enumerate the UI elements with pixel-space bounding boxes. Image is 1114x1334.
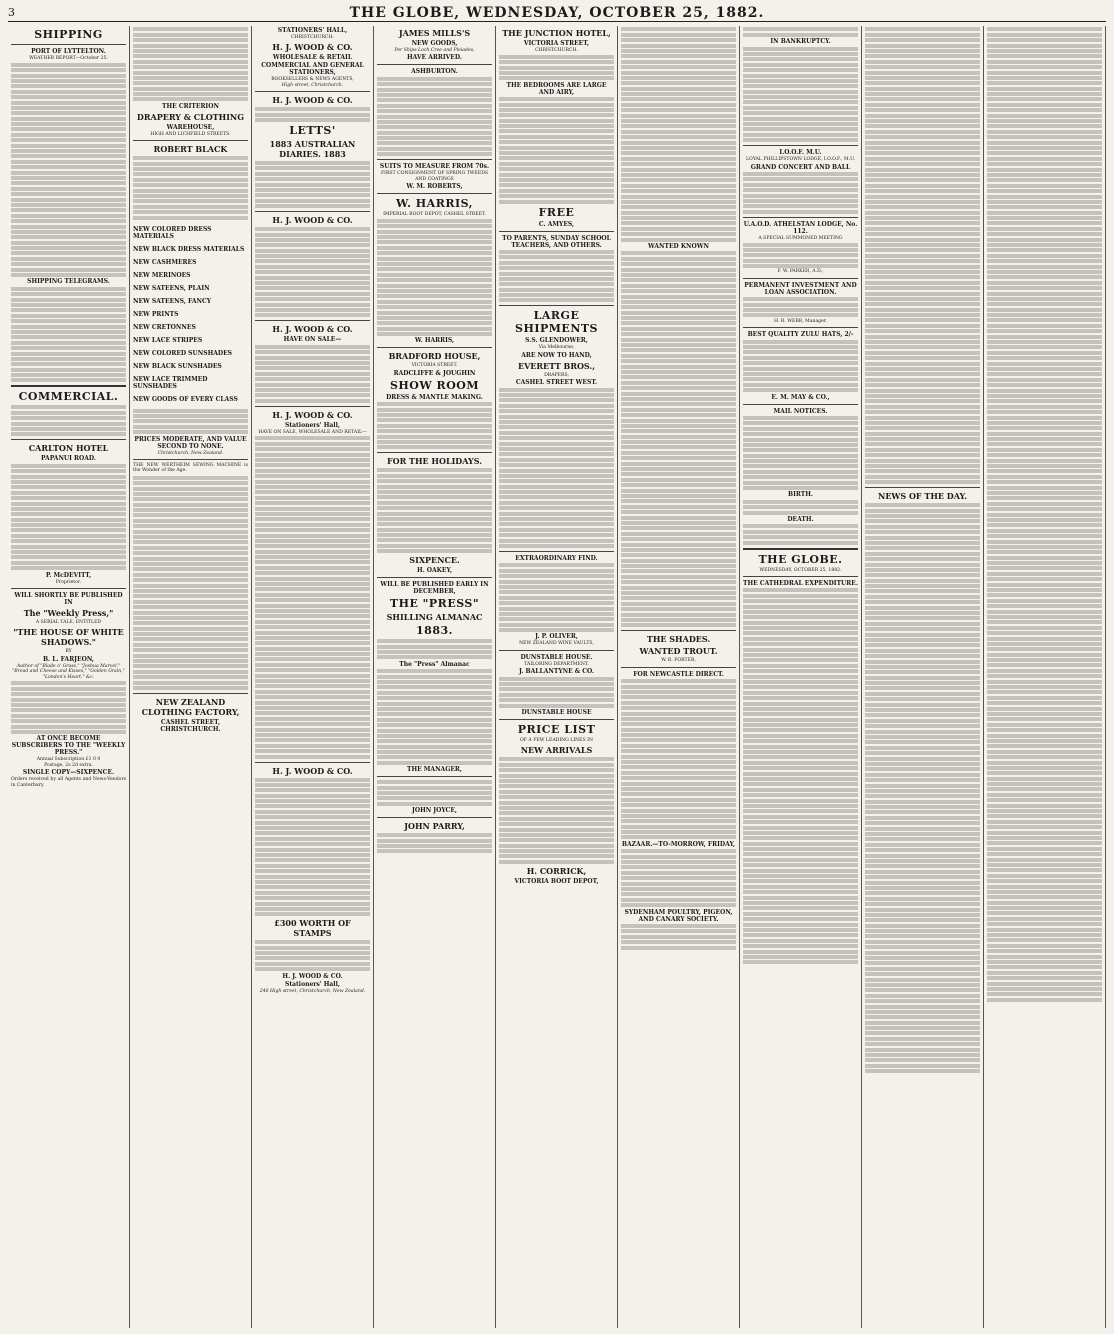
wholesale-label: WHOLESALE & RETAIL <box>272 54 353 62</box>
amyes-name: C. AMYES, <box>538 220 575 228</box>
proprietor-role: Proprietor. <box>55 579 82 585</box>
new-arrivals: NEW ARRIVALS <box>520 745 593 756</box>
wanted-trout: WANTED TROUT. <box>639 646 718 657</box>
postage-note: Postage, 2s 2d extra. <box>44 762 93 768</box>
spring-tweeds: FIRST CONSIGNMENT OF SPRING TWEEDS AND COATINGS <box>380 171 489 182</box>
list-item: NEW MERINOES <box>133 271 191 279</box>
single-copy-price: SINGLE COPY—SIXPENCE. <box>22 769 115 777</box>
almanac-year: 1883. <box>416 624 453 638</box>
author-name: B. L. FARJEON, <box>42 655 95 663</box>
carlton-address: PAPANUI ROAD. <box>40 455 97 463</box>
news-of-the-day: NEWS OF THE DAY. <box>878 491 967 502</box>
dunstable-heading: DUNSTABLE HOUSE. <box>520 653 593 661</box>
parry-heading: JOHN PARRY, <box>404 821 465 832</box>
list-item: NEW SATEENS, PLAIN <box>133 284 210 292</box>
column-4 <box>374 26 496 1328</box>
extraordinary-find: EXTRAORDINARY FIND. <box>515 555 598 562</box>
bradford-heading: BRADFORD HOUSE, <box>388 351 481 362</box>
hj-wood-heading-6: H. J. WOOD & CO. <box>272 765 353 776</box>
clothing-factory: NEW ZEALAND CLOTHING FACTORY, <box>141 696 240 717</box>
by-label: BY <box>65 649 72 655</box>
newspaper-title: THE GLOBE, WEDNESDAY, OCTOBER 25, 1882. <box>349 4 765 21</box>
list-item: NEW LACE TRIMMED SUNSHADES <box>133 375 208 390</box>
athelstan-lodge: U.A.O.D. ATHELSTAN LODGE, No. 112. <box>743 220 858 235</box>
investment-association: PERMANENT INVESTMENT AND LOAN ASSOCIATION. <box>744 281 857 296</box>
list-item: NEW BLACK DRESS MATERIALS <box>133 245 245 253</box>
drapery-lines-list <box>133 226 248 403</box>
list-item: NEW GOODS OF EVERY CLASS <box>133 395 238 403</box>
teachers-heading: TO PARENTS, SUNDAY SCHOOL TEACHERS, AND OTHERS. <box>502 234 611 249</box>
shipping-heading: SHIPPING <box>34 28 103 41</box>
list-item: NEW SATEENS, FANCY <box>133 297 212 305</box>
birth-heading: BIRTH. <box>788 491 813 499</box>
orders-note: Orders received by all Agents and News-Vendors in Canterbury. <box>11 777 126 788</box>
grand-concert: GRAND CONCERT AND BALL <box>750 163 851 171</box>
james-mills-heading: JAMES MILLS'S <box>398 28 471 38</box>
early-december: WILL BE PUBLISHED EARLY IN DECEMBER, <box>380 581 489 596</box>
have-arrived: HAVE ARRIVED. <box>407 54 462 62</box>
ashburton-heading: ASHBURTON. <box>411 68 458 76</box>
city-label: CHRISTCHURCH. <box>291 35 334 40</box>
holidays-heading: FOR THE HOLIDAYS. <box>386 456 483 467</box>
everett-heading: EVERETT BROS., <box>518 360 595 371</box>
radcliffe-heading: RADCLIFFE & JOUGHIN <box>393 369 476 377</box>
dunstable-heading-2: DUNSTABLE HOUSE <box>521 709 592 717</box>
globe-heading: THE GLOBE. <box>758 552 843 566</box>
junction-street: VICTORIA STREET, <box>523 40 590 47</box>
ships-note: Per Ships Loch Cree and Pleiades, <box>394 48 475 53</box>
wine-vaults: NEW ZEALAND WINE VAULTS, <box>519 641 594 647</box>
list-item: NEW COLORED DRESS MATERIALS <box>133 225 212 240</box>
oliver-name: J. P. OLIVER, <box>535 633 578 641</box>
place-note: Christchurch, New Zealand. <box>157 450 224 456</box>
warehouse-label: WAREHOUSE, <box>166 123 215 131</box>
criterion-label: THE CRITERION <box>162 102 219 110</box>
hj-wood-heading-3: H. J. WOOD & CO. <box>272 215 353 226</box>
price-list-heading: PRICE LIST <box>517 723 596 737</box>
large-shipments: LARGE SHIPMENTS <box>515 309 598 336</box>
subscribers-note: AT ONCE BECOME SUBSCRIBERS TO THE "WEEKLY PRESS." <box>11 735 126 757</box>
port-heading: PORT OF LYTTELTON. <box>31 48 106 55</box>
list-item: NEW COLORED SUNSHADES <box>133 349 232 357</box>
column-9 <box>984 26 1106 1328</box>
suits-heading: SUITS TO MEASURE FROM 70s. <box>379 163 490 171</box>
white-shadows-title: "THE HOUSE OF WHITE SHADOWS." <box>13 627 124 648</box>
tailoring-dept: TAILORING DEPARTMENT. <box>524 661 589 667</box>
stationers-hall-3: Stationers' Hall, <box>285 980 340 988</box>
press-heading: THE "PRESS" <box>389 597 480 611</box>
glendower-ship: S.S. GLENDOWER, <box>525 337 588 345</box>
column-7 <box>740 26 862 1328</box>
globe-date: WEDNESDAY, OCTOBER 25, 1882. <box>759 567 842 573</box>
carlton-proprietor: P. McDEVITT, <box>45 571 92 579</box>
list-item: NEW CRETONNES <box>133 323 196 331</box>
death-heading: DEATH. <box>787 515 814 523</box>
booksellers-label: BOOKSELLERS & NEWS AGENTS, <box>271 77 354 83</box>
drapery-heading: DRAPERY & CLOTHING <box>136 111 245 122</box>
junction-city: CHRISTCHURCH. <box>535 48 578 53</box>
weekly-press-title: The "Weekly Press," <box>23 608 114 619</box>
list-item: NEW BLACK SUNSHADES <box>133 362 222 370</box>
annual-subscription: Annual Subscription £1 0 0 <box>36 757 101 763</box>
hj-wood-heading-2: H. J. WOOD & CO. <box>272 95 353 106</box>
joyce-name: JOHN JOYCE, <box>412 807 457 815</box>
dress-making: DRESS & MANTLE MAKING. <box>386 393 483 401</box>
shipping-text <box>11 63 126 277</box>
new-goods: NEW GOODS, <box>411 40 458 47</box>
now-to-hand: ARE NOW TO HAND, <box>521 351 592 359</box>
oakey-name: H. OAKEY, <box>416 567 453 575</box>
letts-heading: LETTS' <box>289 124 336 137</box>
shades-heading: THE SHADES. <box>646 634 711 645</box>
hj-wood-heading-4: H. J. WOOD & CO. <box>272 324 353 335</box>
column-1 <box>8 26 130 1328</box>
list-item: NEW PRINTS <box>133 310 179 318</box>
wanted-known: WANTED KNOWN <box>648 243 709 251</box>
column-5 <box>496 26 618 1328</box>
special-meeting: A SPECIAL SUMMONED MEETING <box>758 235 843 241</box>
sixpence-heading: SIXPENCE. <box>409 555 460 566</box>
ballantyne-name: J. BALLANTYNE & CO. <box>519 668 594 676</box>
have-on-sale-2: HAVE ON SALE, WHOLESALE AND RETAIL— <box>258 429 367 435</box>
wertheim-ad: THE NEW WERTHEIM SEWING MACHINE is the Wonder of the Age. <box>133 462 248 474</box>
commercial-stationers: COMMERCIAL AND GENERAL STATIONERS, <box>261 62 364 77</box>
porter-name: W. R. PORTER, <box>661 658 696 664</box>
weather-report: WEATHER REPORT—October 25. <box>29 56 108 61</box>
prices-note: PRICES MODERATE, AND VALUE SECOND TO NONE. <box>134 435 247 450</box>
column-3 <box>252 26 374 1328</box>
hj-wood-heading-7: H. J. WOOD & CO. <box>282 972 343 980</box>
warehouse-streets: HIGH AND LICHFIELD STREETS. <box>150 131 231 137</box>
bankruptcy-heading: IN BANKRUPTCY. <box>770 38 831 46</box>
have-on-sale: HAVE ON SALE— <box>283 336 342 344</box>
bazaar-heading: BAZAAR.—TO-MORROW, FRIDAY, <box>621 840 736 848</box>
parker-name: F. W. PARKER, A.D., <box>777 269 824 275</box>
telegrams-heading: SHIPPING TELEGRAMS. <box>27 278 110 286</box>
harris-depot: IMPERIAL BOOT DEPOT, CASHEL STREET. <box>383 212 486 218</box>
column-8 <box>862 26 984 1328</box>
cashel-street: CASHEL STREET WEST. <box>515 379 598 387</box>
webb-manager: H. R. WEBB, Manager. <box>773 318 827 324</box>
stamps-heading: £300 WORTH OF STAMPS <box>274 918 351 939</box>
cathedral-expenditure: THE CATHEDRAL EXPENDITURE. <box>743 579 858 587</box>
price-list-sub: OF A FEW LEADING LINES IN <box>520 738 593 744</box>
factory-address: CASHEL STREET, CHRISTCHURCH. <box>160 718 221 733</box>
almanac-heading: SHILLING ALMANAC <box>386 612 483 623</box>
mail-notices: MAIL NOTICES. <box>773 407 828 415</box>
commercial-heading: COMMERCIAL. <box>18 390 119 404</box>
carlton-hotel: CARLTON HOTEL <box>28 443 109 454</box>
list-item: NEW LACE STRIPES <box>133 336 203 344</box>
showroom-heading: SHOW ROOM <box>389 378 480 392</box>
stationers-hall: STATIONERS' HALL, <box>277 27 348 34</box>
almanac-subtitle: The "Press" Almanac <box>399 660 470 668</box>
stationers-hall-2: Stationers' Hall, <box>285 421 340 429</box>
harris-signature: W. HARRIS, <box>414 337 455 345</box>
sydenham-society: SYDENHAM POULTRY, PIGEON, AND CANARY SOCIETY. <box>624 908 733 923</box>
drapers-label: DRAPERS, <box>544 372 569 378</box>
high-street: High street, Christchurch. <box>281 82 344 88</box>
newcastle-direct: FOR NEWCASTLE DIRECT. <box>633 670 724 678</box>
roberts-name: W. M. ROBERTS, <box>406 183 463 191</box>
free-heading: FREE <box>538 205 575 219</box>
ioof-heading: I.O.O.F. M.U. <box>779 149 822 157</box>
wood-address: 240 High street, Christchurch, New Zealand. <box>259 988 366 994</box>
diaries-heading: 1883 AUSTRALIAN DIARIES. 1883 <box>269 139 356 159</box>
hj-wood-heading-5: H. J. WOOD & CO. <box>272 409 353 420</box>
list-item: NEW CASHMERES <box>133 258 197 266</box>
zulu-hats: BEST QUALITY ZULU HATS, 2/- <box>747 331 854 339</box>
victoria-boot-depot: VICTORIA BOOT DEPOT, <box>514 877 599 885</box>
column-6 <box>618 26 740 1328</box>
via-melbourne: Via Melbourne, <box>538 345 575 351</box>
author-works: Author of "Blade o' Grass," "Joshua Marvel," "Bread and Cheese and Kisses," "Golden Grain," "London's Heart," &c. <box>12 663 125 680</box>
phillipstown-lodge: LOYAL PHILLIPSTOWN LODGE, I.O.O.F., M.U. <box>746 157 855 163</box>
page-number: 3 <box>8 6 15 19</box>
manager-label: THE MANAGER, <box>406 766 462 774</box>
bedrooms-note: THE BEDROOMS ARE LARGE AND AIRY, <box>506 81 607 96</box>
masthead <box>8 4 1106 22</box>
will-shortly: WILL SHORTLY BE PUBLISHED IN <box>14 592 123 607</box>
serial-tale: A SERIAL TALE, ENTITLED <box>35 620 102 626</box>
may-co: E. M. MAY & CO., <box>771 393 830 401</box>
victoria-street: VICTORIA STREET. <box>411 363 458 369</box>
hj-wood-heading: H. J. WOOD & CO. <box>272 42 353 53</box>
corrick-name: H. CORRICK, <box>526 865 587 876</box>
column-2 <box>130 26 252 1328</box>
junction-hotel: THE JUNCTION HOTEL, <box>502 28 611 38</box>
robert-black: ROBERT BLACK <box>153 144 228 155</box>
harris-heading: W. HARRIS, <box>395 197 474 211</box>
